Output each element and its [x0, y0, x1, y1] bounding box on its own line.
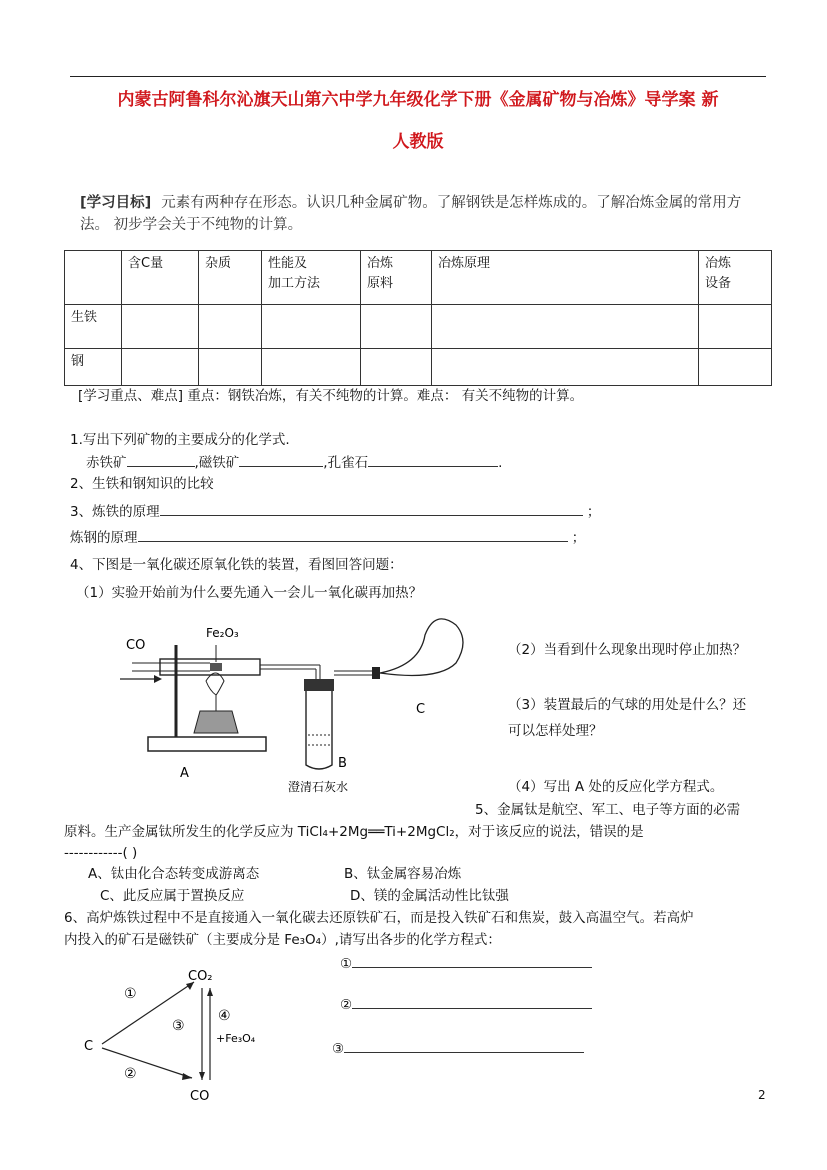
- q5-option-b[interactable]: B、钛金属容易冶炼: [344, 866, 462, 882]
- q5-line3: ------------( ): [64, 845, 138, 861]
- page-number: 2: [758, 1088, 766, 1102]
- comparison-table: [64, 250, 772, 386]
- carbon-reaction-diagram: [76, 962, 276, 1108]
- q5-option-c[interactable]: C、此反应属于置换反应: [100, 888, 245, 904]
- answer-blank[interactable]: [239, 452, 323, 467]
- q5-option-d[interactable]: D、镁的金属活动性比钛强: [350, 888, 509, 904]
- q1-stem: 1.写出下列矿物的主要成分的化学式.: [70, 432, 290, 448]
- answer-blank[interactable]: [352, 994, 592, 1009]
- header-rule: [70, 76, 766, 77]
- q1-ores: 赤铁矿 ,磁铁矿 ,孔雀石 .: [86, 452, 502, 473]
- table-row-label: 钢: [65, 349, 122, 386]
- table-header-cell: [65, 251, 122, 305]
- table-cell[interactable]: [199, 305, 262, 349]
- table-header-cell: 冶炼原理: [432, 251, 699, 305]
- table-header-cell: 性能及 加工方法: [262, 251, 361, 305]
- label-b: B: [338, 756, 347, 771]
- table-cell[interactable]: [432, 349, 699, 386]
- q3-steel-label: 炼钢的原理: [70, 530, 138, 546]
- table-cell[interactable]: [122, 349, 199, 386]
- q4-part4: （4）写出 A 处的反应化学方程式。: [508, 779, 724, 795]
- carbon-label: C: [84, 1039, 94, 1054]
- table-cell[interactable]: [122, 305, 199, 349]
- q6-answer-2: [340, 994, 592, 1015]
- q4-part3a: （3）装置最后的气球的用处是什么？还: [508, 697, 747, 713]
- table-cell[interactable]: [262, 305, 361, 349]
- label-a: A: [180, 766, 189, 781]
- q4-part1: （1）实验开始前为什么要先通入一会儿一氧化碳再加热？: [76, 585, 423, 601]
- table-header-cell: 杂质: [199, 251, 262, 305]
- q2-text: 2、生铁和钢知识的比较: [70, 476, 214, 492]
- table-cell[interactable]: [699, 349, 772, 386]
- goals-label: [学习目标]: [80, 195, 152, 211]
- q5-line2: 原料。生产金属钛所发生的化学反应为 TiCl₄+2Mg══Ti+2MgCl₂，对于该反应的说法，错误的是: [64, 824, 644, 840]
- table-cell[interactable]: [199, 349, 262, 386]
- step-2: ②: [124, 1066, 137, 1082]
- co2-label: CO₂: [188, 969, 213, 984]
- answer-blank[interactable]: [127, 452, 195, 467]
- table-cell[interactable]: [361, 349, 432, 386]
- q4-part3b: 可以怎样处理？: [508, 723, 603, 739]
- table-cell[interactable]: [262, 349, 361, 386]
- ore-label: 赤铁矿: [86, 455, 127, 471]
- q3-steel: 炼钢的原理 ；: [70, 527, 585, 548]
- ore-label: 孔雀石: [327, 455, 369, 471]
- answer-marker: ②: [340, 997, 353, 1013]
- doc-title-line2: 人教版: [392, 132, 444, 152]
- table-cell[interactable]: [699, 305, 772, 349]
- co-product-label: CO: [190, 1089, 210, 1104]
- q6-answer-1: [340, 953, 592, 974]
- step-1: ①: [124, 986, 137, 1002]
- table-header-cell: 含C量: [122, 251, 199, 305]
- label-c: C: [416, 702, 426, 717]
- q3-iron: 3、炼铁的原理 ；: [70, 501, 600, 522]
- co-reduction-apparatus: [120, 615, 470, 805]
- answer-blank[interactable]: [368, 452, 498, 467]
- answer-blank[interactable]: [352, 953, 592, 968]
- answer-marker: ③: [332, 1041, 345, 1057]
- answer-marker: ①: [340, 956, 353, 972]
- answer-blank[interactable]: [160, 501, 583, 516]
- step-3: ③: [172, 1018, 185, 1034]
- q5-line1: 5、金属钛是航空、军工、电子等方面的必需: [475, 802, 741, 818]
- q6-line2: 内投入的矿石是磁铁矿（主要成分是 Fe₃O₄）,请写出各步的化学方程式：: [64, 932, 501, 948]
- learning-goals: [80, 192, 770, 236]
- keypoints: [学习重点、难点] 重点：钢铁冶炼，有关不纯物的计算。难点： 有关不纯物的计算。: [78, 388, 584, 404]
- q5-option-a[interactable]: A、钛由化合态转变成游离态: [88, 866, 260, 882]
- co-label: CO: [126, 638, 146, 653]
- table-header-cell: 冶炼 设备: [699, 251, 772, 305]
- q6-line1: 6、高炉炼铁过程中不是直接通入一氧化碳去还原铁矿石，而是投入铁矿石和焦炭，鼓入高温空气。若高炉: [64, 910, 694, 926]
- table-header-cell: 冶炼 原料: [361, 251, 432, 305]
- q4-part2: （2）当看到什么现象出现时停止加热？: [508, 642, 747, 658]
- q6-answer-3: [332, 1038, 584, 1059]
- table-cell[interactable]: [361, 305, 432, 349]
- q4-stem: 4、下图是一氧化碳还原氧化铁的装置，看图回答问题：: [70, 557, 403, 573]
- doc-title-line1: 内蒙古阿鲁科尔沁旗天山第六中学九年级化学下册《金属矿物与冶炼》导学案 新: [117, 90, 719, 110]
- table-cell[interactable]: [432, 305, 699, 349]
- ore-label: 磁铁矿: [198, 455, 240, 471]
- answer-blank[interactable]: [138, 527, 568, 542]
- fe2o3-label: Fe₂O₃: [206, 626, 239, 640]
- step-4: ④: [218, 1008, 231, 1024]
- table-row-label: 生铁: [65, 305, 122, 349]
- answer-blank[interactable]: [344, 1038, 584, 1053]
- goals-text: 元素有两种存在形态。认识几种金属矿物。了解钢铁是怎样炼成的。了解冶炼金属的常用方法。 初步学会关于不纯物的计算。: [80, 195, 742, 233]
- reagent-label: +Fe₃O₄: [216, 1032, 256, 1045]
- q3-iron-label: 3、炼铁的原理: [70, 504, 160, 520]
- limewater-label: 澄清石灰水: [288, 780, 349, 794]
